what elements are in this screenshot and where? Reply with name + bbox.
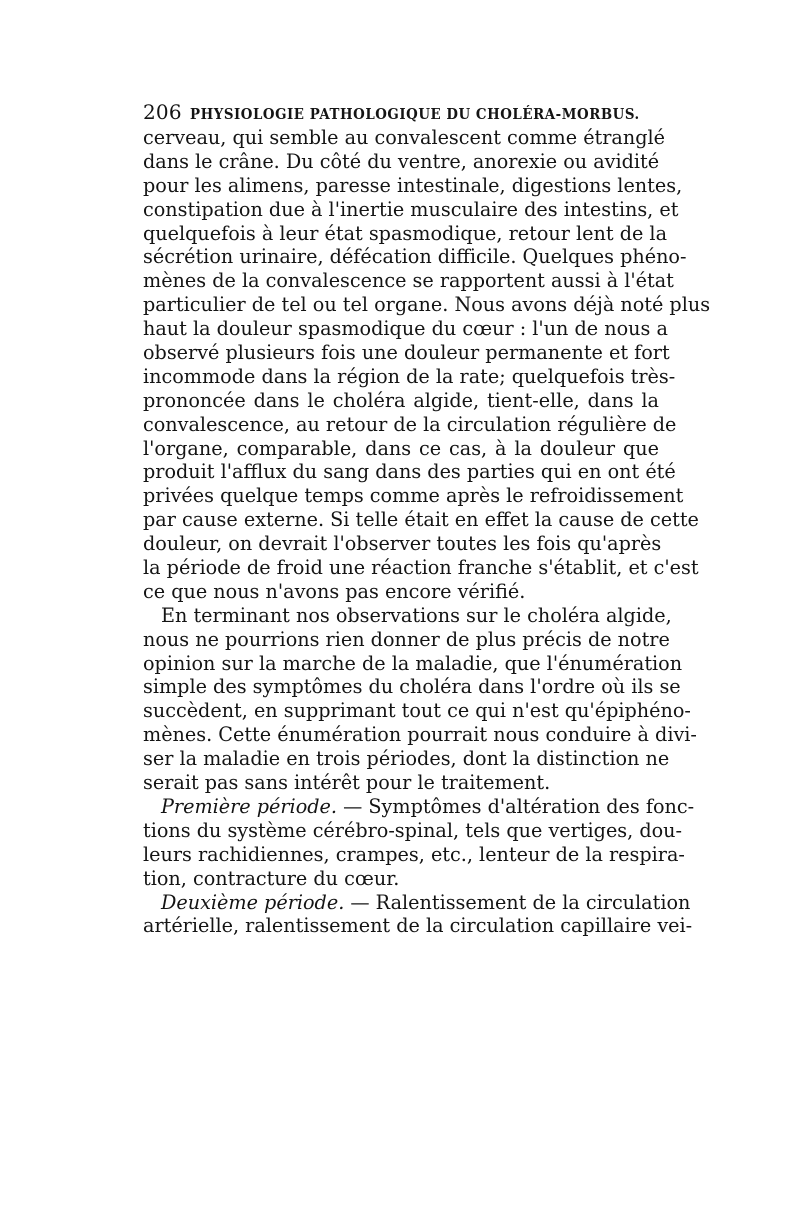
section-label: Première période. <box>161 794 337 818</box>
line-text: par cause externe. Si telle était en effet la cause de cette <box>143 508 699 532</box>
text-line <box>143 364 676 389</box>
line-text: la période de froid une réaction franche s'établit, et c'est <box>143 556 699 580</box>
line-text: haut la douleur spasmodique du cœur : l'un de nous a <box>143 317 668 341</box>
line-text: — Symptômes d'altération des fonc- <box>337 794 695 818</box>
line-text: succèdent, en supprimant tout ce qui n'est qu'épiphéno- <box>143 699 691 723</box>
text-line <box>143 437 659 461</box>
text-line <box>143 651 683 676</box>
running-title: PHYSIOLOGIE PATHOLOGIQUE DU CHOLÉRA-MORBUS. <box>189 106 640 123</box>
text-line <box>143 818 683 843</box>
line-text: cerveau, qui semble au convalescent comme étranglé <box>143 126 665 149</box>
section-label: Deuxième période. <box>161 890 345 914</box>
line-text: quelquefois à leur état spasmodique, retour lent de la <box>143 221 668 245</box>
line-text: douleur, on devrait l'observer toutes les fois qu'après <box>143 532 662 556</box>
line-text: nous ne pourrions rien donner de plus précis de notre <box>143 627 670 651</box>
text-line <box>143 794 695 819</box>
text-line <box>143 747 670 771</box>
line-text: constipation due à l'inertie musculaire des intestins, et <box>143 197 679 221</box>
text-line <box>143 699 691 723</box>
line-text: opinion sur la marche de la maladie, que l'énumération <box>143 651 683 675</box>
body-text <box>143 126 711 938</box>
text-line <box>143 532 662 556</box>
line-text: sécrétion urinaire, défécation difficile. Quelques phéno- <box>143 245 687 269</box>
text-line <box>143 771 659 795</box>
line-text: observé plusieurs fois une douleur permanente et fort <box>143 341 670 365</box>
line-text: particulier de tel ou tel organe. Nous avons déjà noté plus <box>143 293 711 317</box>
text-line <box>143 603 672 628</box>
line-text: convalescence, au retour de la circulation régulière de <box>143 412 677 436</box>
text-line <box>143 890 691 915</box>
text-line <box>143 269 674 293</box>
text-line <box>143 389 659 413</box>
text-line <box>143 150 659 174</box>
line-text: artérielle, ralentissement de la circulation capillaire vei- <box>143 914 693 938</box>
text-line <box>143 723 697 747</box>
line-text: mènes de la convalescence se rapportent aussi à l'état <box>143 269 674 293</box>
line-text: pour les alimens, paresse intestinale, digestions lentes, <box>143 173 683 197</box>
text-line <box>143 221 668 246</box>
text-line <box>143 508 699 532</box>
line-text: ser la maladie en trois périodes, dont la distinction ne <box>143 747 670 771</box>
line-text: prononcée dans le choléra algide, tient-elle, dans la <box>143 388 659 412</box>
text-line <box>143 627 670 652</box>
line-text: leurs rachidiennes, crampes, etc., lenteur de la respira- <box>143 842 685 866</box>
text-line <box>143 173 683 198</box>
text-line <box>143 460 676 484</box>
text-line <box>143 293 711 317</box>
text-line <box>143 245 687 269</box>
line-text: l'organe, comparable, dans ce cas, à la douleur que <box>143 436 659 460</box>
text-line <box>143 580 659 604</box>
line-text: — Ralentissement de la circulation <box>344 890 691 914</box>
text-line <box>143 867 659 891</box>
text-line <box>143 126 665 150</box>
line-text: En terminant nos observations sur le choléra algide, <box>161 603 672 627</box>
line-text: mènes. Cette énumération pourrait nous conduire à divi- <box>143 723 697 747</box>
page-header <box>143 100 663 126</box>
line-text: produit l'afflux du sang dans des parties qui en ont été <box>143 460 676 484</box>
text-line <box>143 341 670 365</box>
text-line <box>143 197 679 222</box>
text-line <box>143 412 677 437</box>
text-line <box>143 484 684 508</box>
text-line <box>143 842 685 867</box>
line-text: tions du système cérébro-spinal, tels que vertiges, dou- <box>143 818 683 842</box>
line-text: incommode dans la région de la rate; quelquefois très- <box>143 364 676 388</box>
line-text: simple des symptômes du choléra dans l'ordre où ils se <box>143 675 681 699</box>
line-text: privées quelque temps comme après le refroidissement <box>143 484 684 508</box>
text-line <box>143 675 681 699</box>
text-line <box>143 556 699 580</box>
line-text: dans le crâne. Du côté du ventre, anorexie ou avidité <box>143 149 660 173</box>
page-number: 206 <box>143 100 182 124</box>
line-text: ce que nous n'avons pas encore vérifié. <box>143 579 526 603</box>
line-text: tion, contracture du cœur. <box>143 866 400 890</box>
text-line <box>143 914 693 938</box>
text-line <box>143 317 668 341</box>
line-text: serait pas sans intérêt pour le traitement. <box>143 771 551 795</box>
